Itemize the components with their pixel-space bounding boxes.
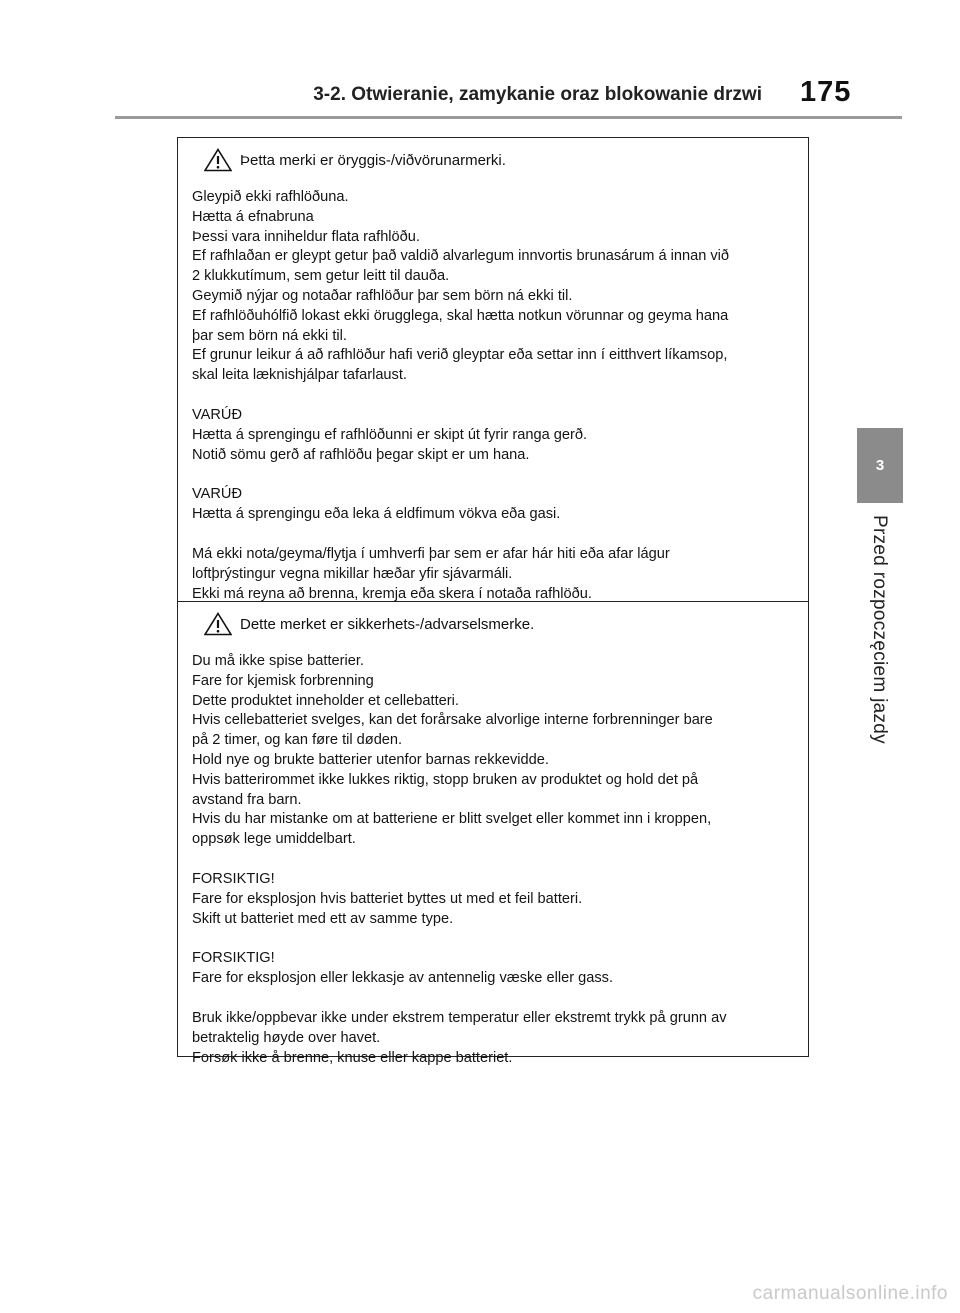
body-line: avstand fra barn. <box>192 791 302 808</box>
header-divider <box>115 116 902 119</box>
body-line: på 2 timer, og kan føre til døden. <box>192 732 403 749</box>
body-line: Hætta á efnabruna <box>192 208 314 225</box>
body-line: Dette produktet inneholder et cellebatteri. <box>192 692 459 709</box>
body-line: Hold nye og brukte batterier utenfor barnas rekkevidde. <box>192 751 549 768</box>
paragraph-gap <box>192 386 794 406</box>
paragraph-gap <box>192 989 794 1009</box>
body-line: þar sem börn ná ekki til. <box>192 327 347 344</box>
body-line: Ef rafhlöðuhólfið lokast ekki örugglega, skal hætta notkun vörunnar og geyma hana <box>192 307 729 324</box>
body-line: Fare for eksplosjon hvis batteriet byttes ut med et feil batteri. <box>192 890 583 907</box>
section-heading-text: Þetta merki er öryggis-/viðvörunarmerki. <box>240 151 506 169</box>
body-line: Notið sömu gerð af rafhlöðu þegar skipt er um hana. <box>192 446 530 463</box>
body-line: Skift ut batteriet med ett av samme type. <box>192 910 454 927</box>
section-body <box>192 652 794 1068</box>
section-heading <box>204 613 794 635</box>
body-line: Má ekki nota/geyma/flytja í umhverfi þar sem er afar hár hiti eða afar lágur <box>192 545 670 562</box>
body-line: Hætta á sprengingu eða leka á eldfimum vökva eða gasi. <box>192 506 561 523</box>
body-line: Fare for eksplosjon eller lekkasje av antennelig væske eller gass. <box>192 970 613 987</box>
section-icelandic <box>178 138 808 604</box>
watermark: carmanualsonline.info <box>752 1283 948 1304</box>
paragraph-gap <box>192 525 794 545</box>
section-norwegian <box>178 601 808 1068</box>
body-line: Geymið nýjar og notaðar rafhlöður þar sem börn ná ekki til. <box>192 287 573 304</box>
caution-heading: FORSIKTIG! <box>192 870 275 887</box>
body-line: Hætta á sprengingu ef rafhlöðunni er skipt út fyrir ranga gerð. <box>192 426 588 443</box>
section-heading-text: Dette merket er sikkerhets-/advarselsmerke. <box>240 615 535 633</box>
body-line: Forsøk ikke å brenne, knuse eller kappe batteriet. <box>192 1049 513 1066</box>
body-line: Fare for kjemisk forbrenning <box>192 672 374 689</box>
body-line: Ef grunur leikur á að rafhlöður hafi verið gleyptar eða settar inn í eitthvert líkamsop, <box>192 347 728 364</box>
body-line: Du må ikke spise batterier. <box>192 653 364 669</box>
page-number: 175 <box>800 76 852 108</box>
paragraph-gap <box>192 465 794 485</box>
body-line: Hvis du har mistanke om at batteriene er blitt svelget eller kommet inn i kroppen, <box>192 811 712 828</box>
body-line: Gleypið ekki rafhlöðuna. <box>192 189 349 205</box>
paragraph-gap <box>192 929 794 949</box>
section-body <box>192 188 794 604</box>
section-title: 3-2. Otwieranie, zamykanie oraz blokowanie drzwi <box>313 84 762 105</box>
body-line: loftþrýstingur vegna mikillar hæðar yfir sjávarmáli. <box>192 565 513 582</box>
body-line: Hvis batterirommet ikke lukkes riktig, stopp bruken av produktet og hold det på <box>192 771 699 788</box>
warning-triangle-icon <box>204 148 232 172</box>
body-line: skal leita læknishjálpar tafarlaust. <box>192 367 407 384</box>
body-line: Þessi vara inniheldur flata rafhlöðu. <box>192 228 420 245</box>
paragraph-gap <box>192 850 794 870</box>
body-line: Ef rafhlaðan er gleypt getur það valdið alvarlegum innvortis brunasárum á innan við <box>192 248 730 265</box>
chapter-title: Przed rozpoczęciem jazdy <box>869 515 890 744</box>
body-line: Hvis cellebatteriet svelges, kan det forårsake alvorlige interne forbrenninger bare <box>192 712 713 729</box>
body-line: 2 klukkutímum, sem getur leitt til dauða. <box>192 268 450 285</box>
caution-heading: VARÚÐ <box>192 406 243 423</box>
body-line: oppsøk lege umiddelbart. <box>192 831 356 848</box>
chapter-tab[interactable] <box>857 428 903 503</box>
chapter-number: 3 <box>875 457 885 474</box>
caution-heading: VARÚÐ <box>192 486 243 503</box>
body-line: Bruk ikke/oppbevar ikke under ekstrem temperatur eller ekstremt trykk på grunn av <box>192 1009 727 1026</box>
body-line: betraktelig høyde over havet. <box>192 1029 381 1046</box>
section-heading <box>204 149 794 171</box>
warning-triangle-icon <box>204 612 232 636</box>
body-line: Ekki má reyna að brenna, kremja eða skera í notaða rafhlöðu. <box>192 585 592 602</box>
caution-heading: FORSIKTIG! <box>192 950 275 967</box>
warning-panel <box>177 137 809 1066</box>
